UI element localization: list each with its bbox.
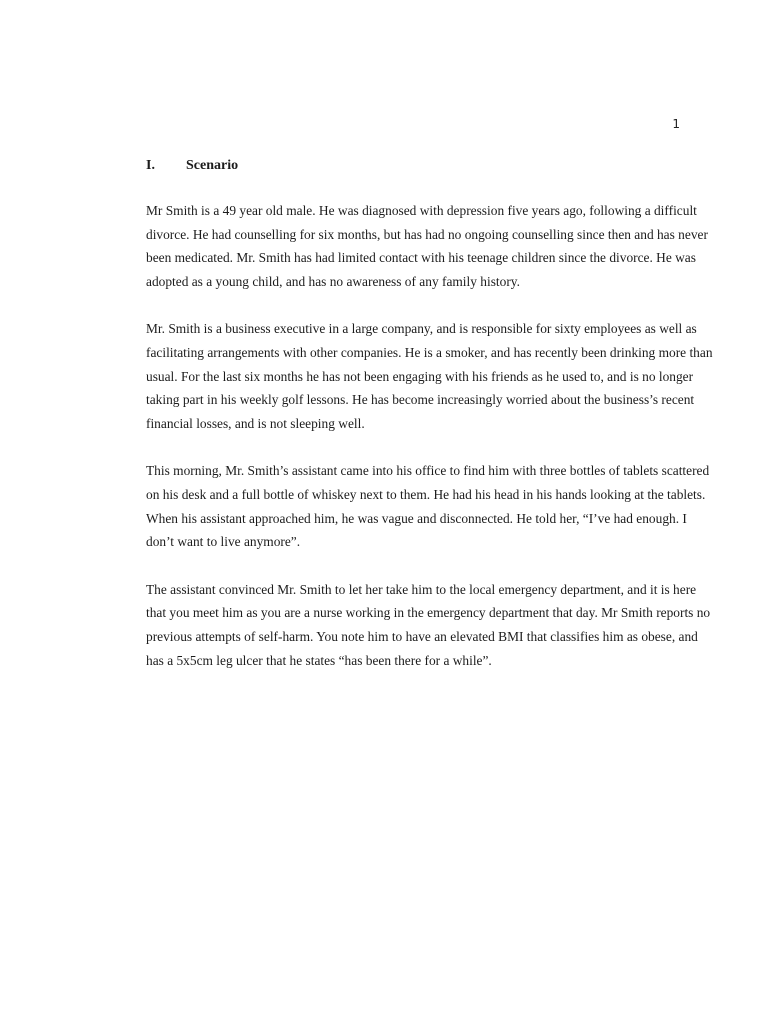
section-number: I.	[146, 158, 155, 173]
text-line: usual. For the last six months he has not been engaging with his friends as he used to, and is no longer	[146, 368, 694, 384]
text-line: previous attempts of self-harm. You note him to have an elevated BMI that classifies him as obese, and	[146, 629, 698, 645]
text-line: The assistant convinced Mr. Smith to let her take him to the local emergency department, and it is here	[146, 581, 697, 597]
text-line: adopted as a young child, and has no awareness of any family history.	[146, 274, 520, 290]
paragraph-occupation	[146, 317, 713, 436]
text-line: divorce. He had counselling for six months, but has had no ongoing counselling since then and has never	[146, 226, 708, 242]
text-line: on his desk and a full bottle of whiskey next to them. He had his head in his hands looking at the tablets.	[146, 487, 706, 503]
text-line: This morning, Mr. Smith’s assistant came into his office to find him with three bottles of tablets scattered	[146, 463, 710, 479]
text-line: taking part in his weekly golf lessons. He has become increasingly worried about the business’s recent	[146, 392, 695, 408]
paragraph-incident	[146, 459, 710, 554]
text-line: When his assistant approached him, he was vague and disconnected. He told her, “I’ve had enough. I	[146, 510, 687, 526]
text-line: facilitating arrangements with other companies. He is a smoker, and has recently been drinking more than	[146, 345, 713, 361]
body-text	[146, 199, 713, 696]
paragraph-background	[146, 199, 708, 294]
section-heading	[146, 158, 238, 174]
paragraph-emergency	[146, 578, 711, 673]
section-title: Scenario	[186, 158, 239, 173]
text-line: financial losses, and is not sleeping well.	[146, 416, 365, 432]
text-line: been medicated. Mr. Smith has had limited contact with his teenage children since the divorce. He was	[146, 250, 696, 266]
text-line: don’t want to live anymore”.	[146, 534, 301, 550]
text-line: has a 5x5cm leg ulcer that he states “has been there for a while”.	[146, 652, 492, 668]
text-line: Mr Smith is a 49 year old male. He was diagnosed with depression five years ago, following a difficult	[146, 203, 697, 218]
text-line: that you meet him as you are a nurse working in the emergency department that day. Mr Smith reports no	[146, 605, 711, 621]
page-number: 1	[672, 117, 680, 131]
text-line: Mr. Smith is a business executive in a large company, and is responsible for sixty employees as well as	[146, 321, 697, 337]
